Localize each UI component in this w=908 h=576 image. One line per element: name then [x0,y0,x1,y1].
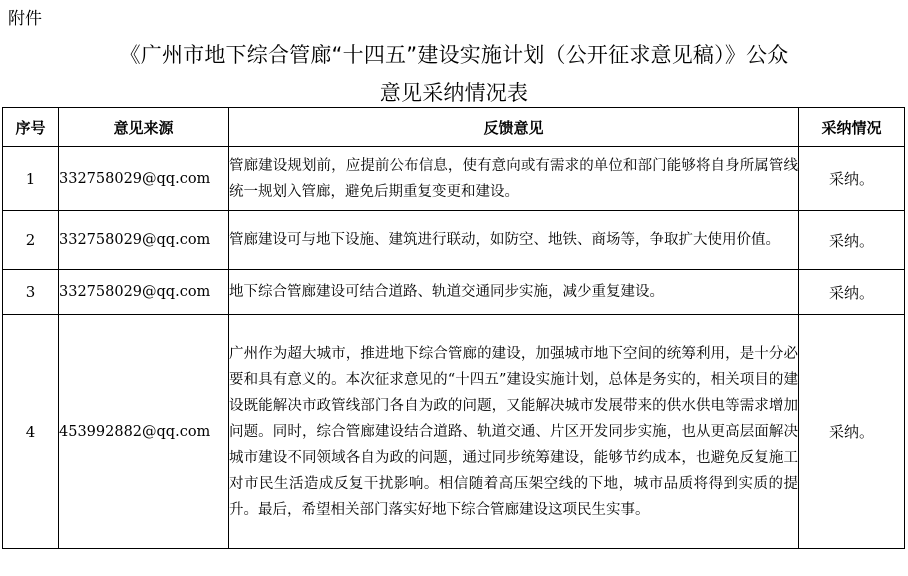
row-result: 采纳。 [799,315,905,549]
title-line-1: 《广州市地下综合管廊“十四五”建设实施计划（公开征求意见稿）》公众 [119,43,789,67]
header-no: 序号 [3,108,59,147]
row-number: 3 [3,270,59,315]
row-source: 332758029@qq.com [59,211,229,270]
table-row [3,270,905,315]
attachment-label: 附件 [8,9,42,29]
row-result: 采纳。 [799,147,905,211]
row-feedback: 管廊建设可与地下设施、建筑进行联动，如防空、地铁、商场等，争取扩大使用价值。 [229,211,799,270]
row-result: 采纳。 [799,211,905,270]
table-header-row [3,108,905,147]
row-result: 采纳。 [799,270,905,315]
row-source: 332758029@qq.com [59,147,229,211]
table-row [3,315,905,549]
table-row [3,147,905,211]
opinion-table [2,107,905,549]
header-feedback: 反馈意见 [229,108,799,147]
row-feedback: 管廊建设规划前，应提前公布信息，使有意向或有需求的单位和部门能够将自身所属管线统一规划入管廊，避免后期重复变更和建设。 [229,147,799,211]
row-source: 332758029@qq.com [59,270,229,315]
row-feedback: 广州作为超大城市，推进地下综合管廊的建设，加强城市地下空间的统筹利用，是十分必要和具有意义的。本次征求意见的“十四五”建设实施计划，总体是务实的，相关项目的建设既能解决市政管线部门各自为政的问题，又能解决城市发展带来的供水供电等需求增加问题。同时，综合管廊建设结合道路、轨道交通、片区开发同步实施，也从更高层面解决城市建设不同领域各自为政的问题，通过同步统筹建设，能够节约成本，也避免反复施工对市民生活造成反复干扰影响。相信随着高压架空线的下地，城市品质将得到实质的提升。最后，希望相关部门落实好地下综合管廊建设这项民生实事。 [229,315,799,549]
row-number: 2 [3,211,59,270]
row-source: 453992882@qq.com [59,315,229,549]
row-number: 1 [3,147,59,211]
row-number: 4 [3,315,59,549]
row-feedback: 地下综合管廊建设可结合道路、轨道交通同步实施，减少重复建设。 [229,270,799,315]
header-source: 意见来源 [59,108,229,147]
title-line-2: 意见采纳情况表 [379,81,529,105]
table-row [3,211,905,270]
header-result: 采纳情况 [799,108,905,147]
document-title [0,36,908,112]
